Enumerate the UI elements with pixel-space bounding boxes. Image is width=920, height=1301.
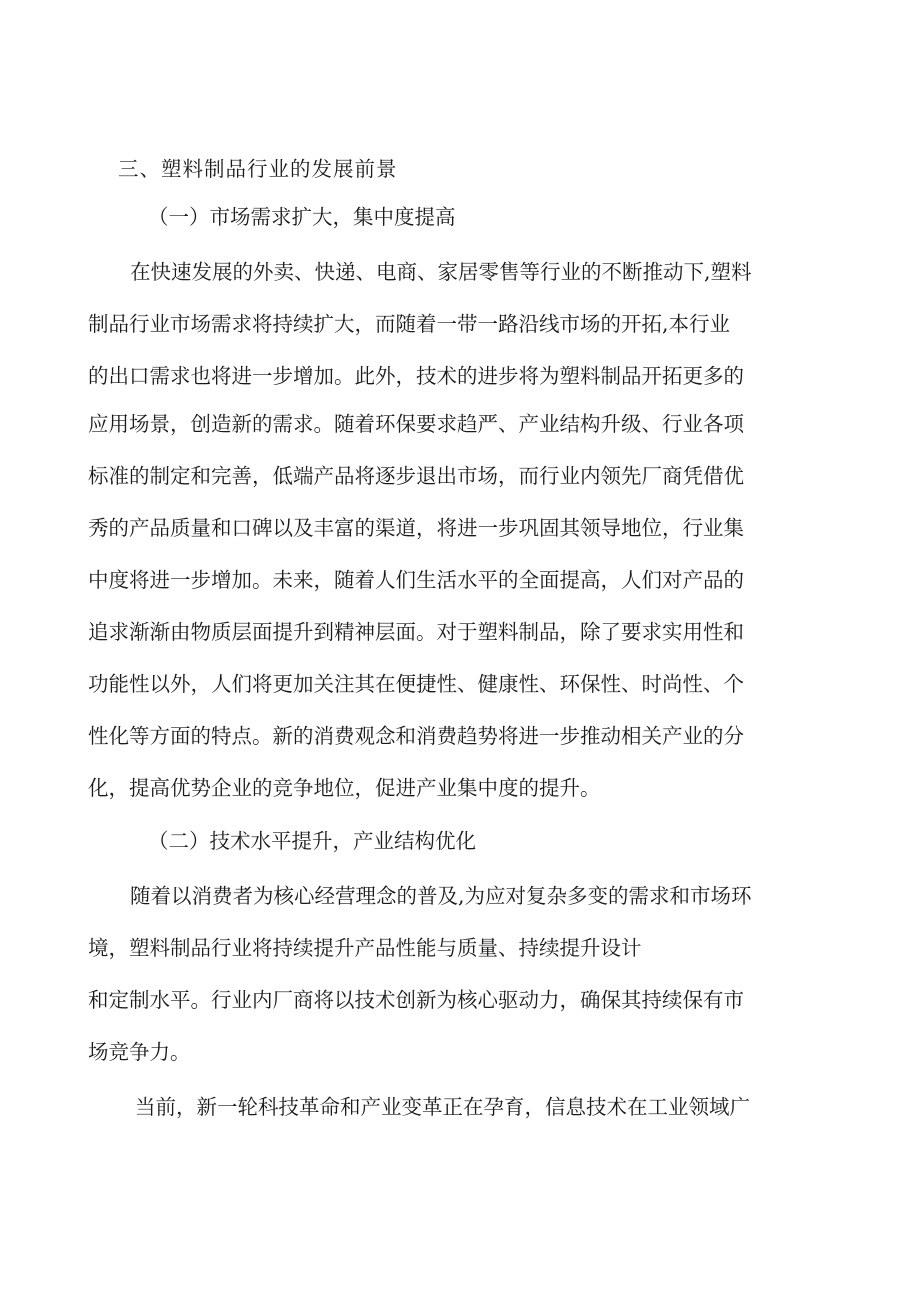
section-heading: 三、塑料制品行业的发展前景 [118, 157, 398, 181]
subsection-1-line: 应用场景，创造新的需求。随着环保要求趋严、产业结构升级、行业各项 [88, 412, 744, 436]
subsection-1-line: 性化等方面的特点。新的消费观念和消费趋势将进一步推动相关产业的分 [88, 724, 744, 748]
subsection-1-line: 标准的制定和完善，低端产品将逐步退出市场，而行业内领先厂商凭借优 [88, 464, 744, 488]
subsection-2-line: 随着以消费者为核心经营理念的普及,为应对复杂多变的需求和市场环 [130, 884, 752, 908]
subsection-2-line: 和定制水平。行业内厂商将以技术创新为核心驱动力，确保其持续保有市 [88, 988, 744, 1012]
subsection-1-line: 秀的产品质量和口碑以及丰富的渠道，将进一步巩固其领导地位，行业集 [88, 516, 744, 540]
subsection-2-title: （二）技术水平提升，产业结构优化 [148, 829, 476, 853]
subsection-1-line: 功能性以外，人们将更加关注其在便捷性、健康性、环保性、时尚性、个 [88, 672, 744, 696]
subsection-2-line: 当前，新一轮科技革命和产业变革正在孕育，信息技术在工业领域广 [135, 1095, 750, 1119]
subsection-2-line: 场竞争力。 [88, 1040, 191, 1064]
subsection-1-line: 制品行业市场需求将持续扩大，而随着一带一路沿线市场的开拓,本行业 [88, 312, 731, 336]
subsection-1-line: 中度将进一步增加。未来，随着人们生活水平的全面提高，人们对产品的 [88, 568, 744, 592]
subsection-1-line: 追求渐渐由物质层面提升到精神层面。对于塑料制品，除了要求实用性和 [88, 620, 744, 644]
subsection-2-line: 境，塑料制品行业将持续提升产品性能与质量、持续提升设计 [88, 936, 642, 960]
subsection-1-line: 在快速发展的外卖、快递、电商、家居零售等行业的不断推动下,塑料 [130, 260, 752, 284]
subsection-1-title: （一）市场需求扩大，集中度提高 [148, 205, 456, 229]
subsection-1-line: 的出口需求也将进一步增加。此外，技术的进步将为塑料制品开拓更多的 [88, 364, 744, 388]
subsection-1-line: 化，提高优势企业的竞争地位，促进产业集中度的提升。 [88, 776, 601, 800]
